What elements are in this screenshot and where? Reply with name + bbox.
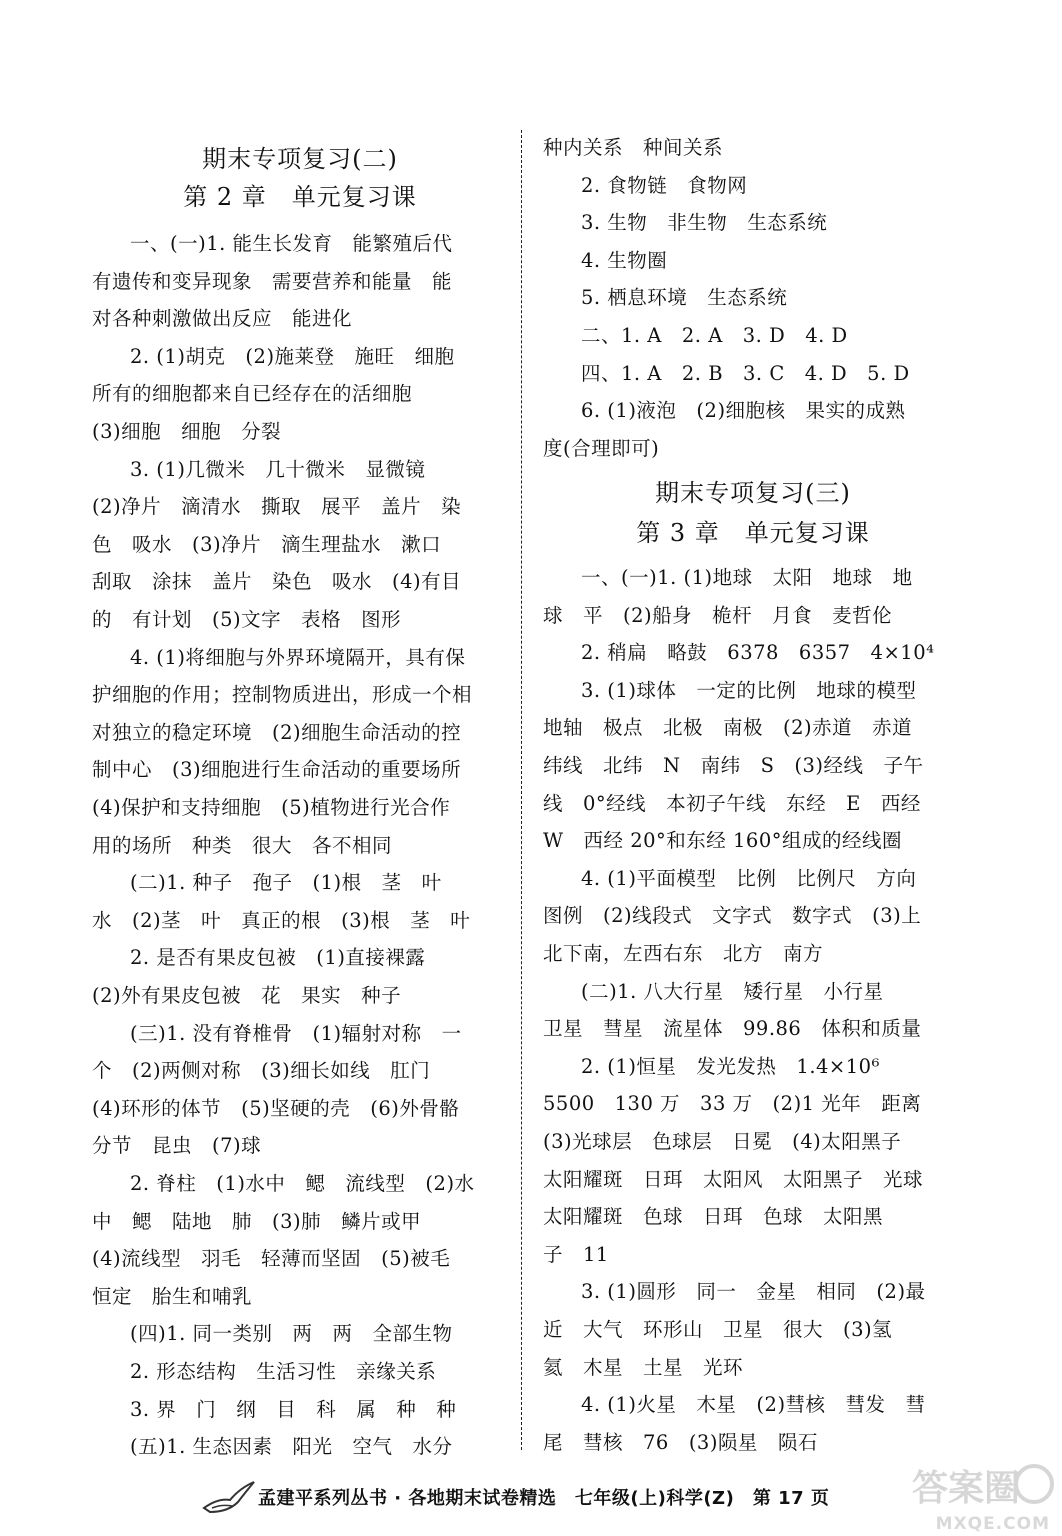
text-line: (3)光球层 色球层 日冕 (4)太阳黑子 <box>543 1130 902 1153</box>
text-line: (二)1. 种子 孢子 (1)根 茎 叶 <box>130 871 442 895</box>
chapter-title: 第 3 章 单元复习课 <box>636 519 870 547</box>
section-title: 期末专项复习(二) <box>202 145 398 173</box>
text-line: 近 大气 环形山 卫星 很大 (3)氢 <box>543 1318 893 1341</box>
text-line: 3. (1)球体 一定的比例 地球的模型 <box>581 678 917 702</box>
text-line: (3)细胞 细胞 分裂 <box>92 420 282 443</box>
text-line: 子 11 <box>543 1242 609 1266</box>
text-line: 二、1. A 2. A 3. D 4. D <box>581 324 848 347</box>
chapter-title: 第 2 章 单元复习课 <box>183 183 417 211</box>
text-line: 2. 食物链 食物网 <box>581 173 748 197</box>
text-line: 2. 稍扁 略鼓 6378 6357 4×10⁴ <box>581 641 935 665</box>
text-line: (五)1. 生态因素 阳光 空气 水分 <box>130 1435 453 1459</box>
text-line: (4)流线型 羽毛 轻薄而坚固 (5)被毛 <box>92 1247 451 1271</box>
text-line: 3. (1)几微米 几十微米 显微镜 <box>130 457 426 481</box>
text-line: 地轴 极点 北极 南极 (2)赤道 赤道 <box>543 716 913 740</box>
text-line: 一、(一)1. 能生长发育 能繁殖后代 <box>130 232 453 255</box>
text-line: 4. (1)平面模型 比例 比例尺 方向 <box>581 866 917 890</box>
text-line: 色 吸水 (3)净片 滴生理盐水 漱口 <box>92 532 442 556</box>
text-line: 纬线 北纬 N 南纬 S (3)经线 子午 <box>543 754 924 777</box>
text-line: 护细胞的作用；控制物质进出，形成一个相 <box>92 683 473 707</box>
section-title: 期末专项复习(三) <box>655 479 851 507</box>
text-line: (2)净片 滴清水 撕取 展平 盖片 染 <box>92 495 462 519</box>
text-line: 个 (2)两侧对称 (3)细长如线 肛门 <box>92 1059 431 1083</box>
text-line: 刮取 涂抹 盖片 染色 吸水 (4)有目 <box>92 570 462 594</box>
text-line: 4. (1)火星 木星 (2)彗核 彗发 彗 <box>581 1393 926 1417</box>
text-line: 4. (1)将细胞与外界环境隔开，具有保 <box>130 645 466 669</box>
text-line: 中 鳃 陆地 肺 (3)肺 鳞片或甲 <box>92 1209 422 1233</box>
bird-logo-icon <box>200 1478 256 1518</box>
text-line: (4)环形的体节 (5)坚硬的壳 (6)外骨骼 <box>92 1096 460 1120</box>
text-line: 制中心 (3)细胞进行生命活动的重要场所 <box>92 758 462 782</box>
text-line: 太阳耀斑 色球 日珥 色球 太阳黑 <box>543 1205 884 1229</box>
text-line: 一、(一)1. (1)地球 太阳 地球 地 <box>581 566 913 589</box>
text-line: 线 0°经线 本初子午线 东经 E 西经 <box>543 791 921 815</box>
text-line: 分节 昆虫 (7)球 <box>92 1134 262 1158</box>
text-line: 3. 界 门 纲 目 科 属 种 种 <box>130 1397 457 1421</box>
text-line: 对独立的稳定环境 (2)细胞生命活动的控 <box>92 720 462 744</box>
text-line: (四)1. 同一类别 两 两 全部生物 <box>130 1322 453 1346</box>
text-line: 用的场所 种类 很大 各不相同 <box>92 833 393 857</box>
text-line: 对各种刺激做出反应 能进化 <box>92 307 353 331</box>
footer-text: 孟建平系列丛书 · 各地期末试卷精选 七年级(上)科学(Z) 第 17 页 <box>258 1488 830 1509</box>
text-line: 2. (1)胡克 (2)施莱登 施旺 细胞 <box>130 344 455 368</box>
text-line: 2. 形态结构 生活习性 亲缘关系 <box>130 1360 437 1383</box>
text-line: 北下南，左西右东 北方 南方 <box>543 942 824 965</box>
text-line: 3. (1)圆形 同一 金星 相同 (2)最 <box>581 1280 926 1304</box>
text-line: 的 有计划 (5)文字 表格 图形 <box>92 608 402 631</box>
watermark-sub: MXQE.COM <box>935 1514 1050 1534</box>
text-line: 2. 脊柱 (1)水中 鳃 流线型 (2)水 <box>130 1172 475 1195</box>
text-line: 球 平 (2)船身 桅杆 月食 麦哲伦 <box>543 603 893 627</box>
text-line: 图例 (2)线段式 文字式 数字式 (3)上 <box>543 904 922 928</box>
text-line: 卫星 彗星 流星体 99.86 体积和质量 <box>543 1017 922 1041</box>
text-line: 5. 栖息环境 生态系统 <box>581 286 788 310</box>
text-line: 恒定 胎生和哺乳 <box>92 1284 253 1308</box>
page-footer <box>0 1478 1062 1518</box>
text-line: 水 (2)茎 叶 真正的根 (3)根 茎 叶 <box>92 908 471 932</box>
text-line: (2)外有果皮包被 花 果实 种子 <box>92 984 402 1007</box>
text-line: 度(合理即可) <box>543 436 660 460</box>
text-line: (4)保护和支持细胞 (5)植物进行光合作 <box>92 796 451 819</box>
text-line: (二)1. 八大行星 矮行星 小行星 <box>581 979 884 1003</box>
text-line: 3. 生物 非生物 生态系统 <box>581 211 828 235</box>
watermark-main: 答案圈 <box>912 1468 1021 1509</box>
text-line: 有遗传和变异现象 需要营养和能量 能 <box>92 269 453 293</box>
text-line: 太阳耀斑 日珥 太阳风 太阳黑子 光球 <box>543 1167 924 1191</box>
text-line: 2. (1)恒星 发光发热 1.4×10⁶ <box>581 1054 880 1078</box>
text-line: 6. (1)液泡 (2)细胞核 果实的成熟 <box>581 399 906 423</box>
text-line: (三)1. 没有脊椎骨 (1)辐射对称 一 <box>130 1021 462 1045</box>
column-divider <box>521 130 522 1450</box>
text-line: 四、1. A 2. B 3. C 4. D 5. D <box>581 361 910 385</box>
text-line: 种内关系 种间关系 <box>543 136 724 159</box>
text-line: 4. 生物圈 <box>581 248 668 272</box>
text-line: 所有的细胞都来自已经存在的活细胞 <box>92 382 413 406</box>
text-line: 氦 木星 土星 光环 <box>543 1355 744 1379</box>
text-line: 2. 是否有果皮包被 (1)直接裸露 <box>130 946 426 970</box>
text-line: 5500 130 万 33 万 (2)1 光年 距离 <box>543 1092 922 1116</box>
text-line: 尾 彗核 76 (3)陨星 陨石 <box>543 1430 818 1454</box>
text-line: W 西经 20°和东经 160°组成的经线圈 <box>543 829 902 853</box>
